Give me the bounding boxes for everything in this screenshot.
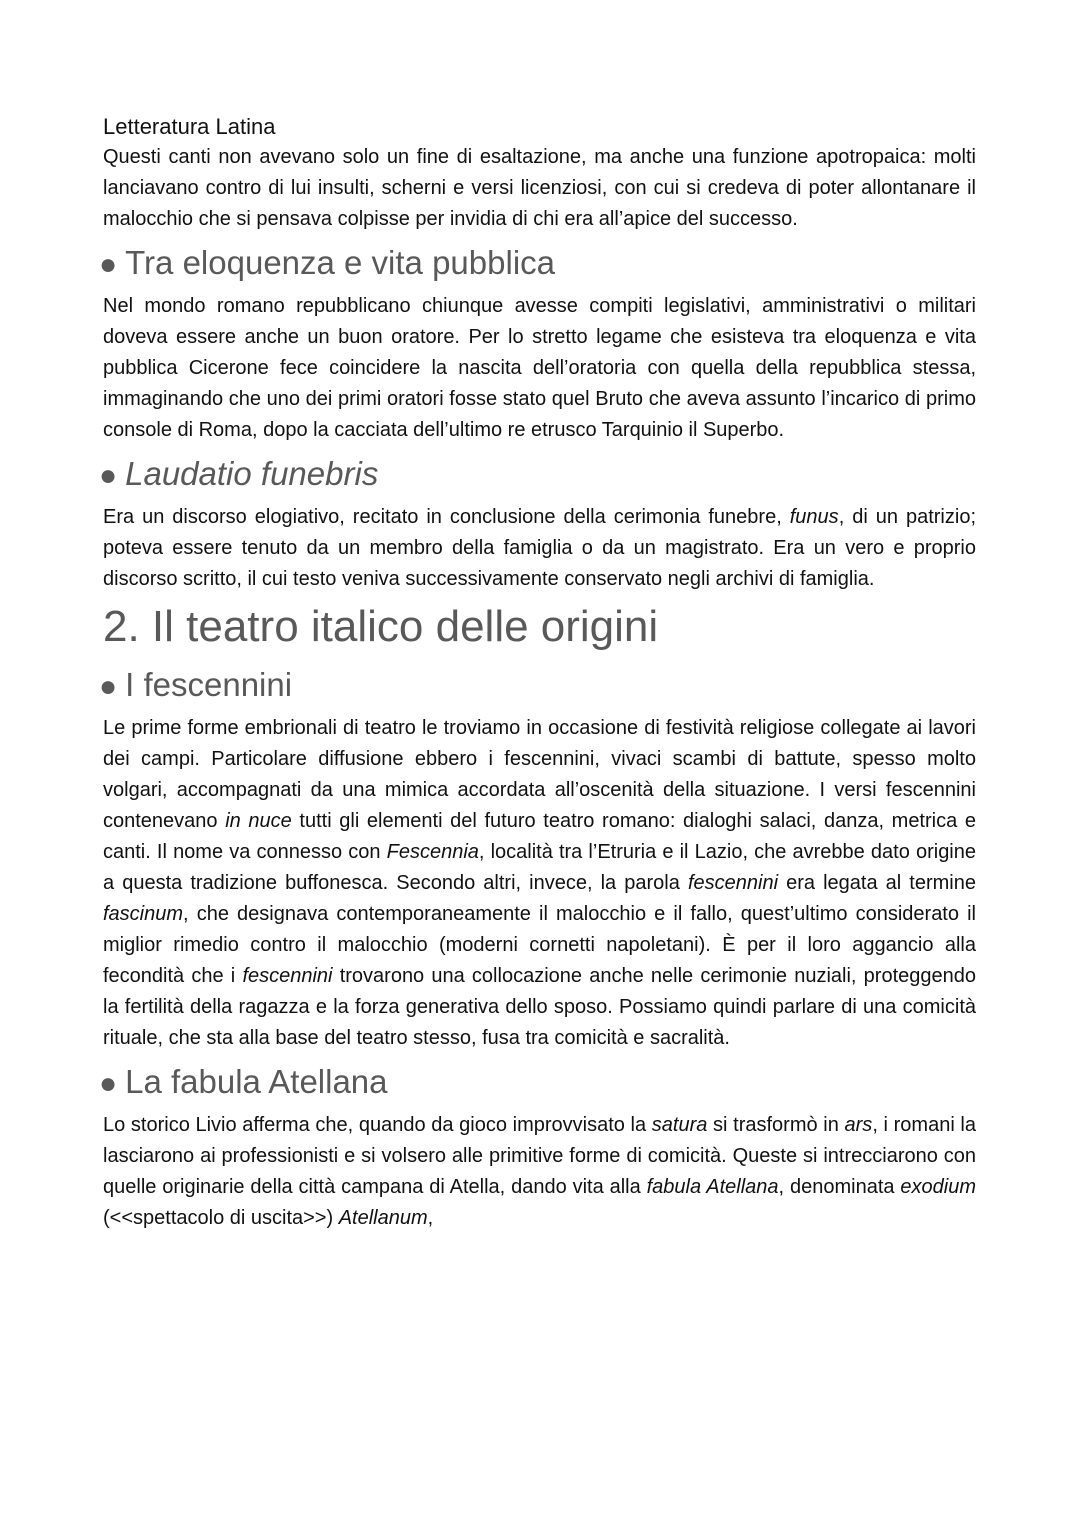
italic-term: fabula Atellana bbox=[646, 1176, 779, 1198]
paragraph-fescennini bbox=[103, 713, 976, 1054]
running-header: Letteratura Latina bbox=[103, 114, 276, 139]
bullet-icon: ● bbox=[99, 459, 118, 492]
text-run: , che designava contemporaneamente il malocchio e il fallo, quest’ultimo considerato il miglior rimedio contro il malocchio (moderni cornetti napoletani). È per il loro aggancio alla fecondità che i bbox=[103, 903, 976, 987]
italic-term: Fescennia bbox=[386, 841, 479, 863]
italic-term: funus bbox=[789, 506, 839, 528]
section-title: I fescennini bbox=[125, 666, 293, 703]
text-run: , bbox=[427, 1207, 434, 1229]
section-title: Laudatio funebris bbox=[125, 455, 379, 492]
bullet-icon: ● bbox=[99, 670, 118, 703]
section-title: La fabula Atellana bbox=[125, 1063, 388, 1100]
paragraph-atellana bbox=[103, 1110, 976, 1234]
document-page bbox=[99, 111, 977, 1234]
text-run: (<<spettacolo di uscita>>) bbox=[103, 1207, 339, 1229]
bullet-icon: ● bbox=[99, 248, 118, 281]
text-run: Era un discorso elogiativo, recitato in conclusione della cerimonia funebre, bbox=[103, 506, 790, 528]
text-run: Le prime forme embrionali di teatro le troviamo in occasione di festività religiose collegate ai lavori dei campi. Particolare diffusione ebbero i fescennini, vivaci scambi di battute, spesso molto volgari, accompagnati da una mimica accordata all’oscenità della situazione. I versi fescennini contenevano bbox=[103, 717, 976, 832]
text-run: , località tra l’Etruria e il Lazio, che avrebbe dato origine a questa tradizione buffonesca. Secondo altri, invece, la parola bbox=[103, 841, 976, 894]
paragraph-apotropaic-songs: Questi canti non avevano solo un fine di esaltazione, ma anche una funzione apotropaica: molti lanciavano contro di lui insulti, scherni e versi licenziosi, con cui si credeva di poter allontanare il malocchio che si pensava colpisse per invidia di chi era all’apice del successo. bbox=[103, 146, 976, 230]
text-run: trovarono una collocazione anche nelle cerimonie nuziali, proteggendo la fertilità della ragazza e la forza generativa dello sposo. Possiamo quindi parlare di una comicità rituale, che sta alla base del teatro stesso, fusa tra comicità e sacralità. bbox=[103, 965, 976, 1049]
bullet-icon: ● bbox=[99, 1067, 118, 1100]
text-run: si trasformò in bbox=[707, 1114, 845, 1136]
section-title: Tra eloquenza e vita pubblica bbox=[125, 244, 556, 281]
italic-term: satura bbox=[651, 1114, 708, 1136]
section-heading-atellana bbox=[99, 1060, 976, 1106]
italic-term: ars bbox=[844, 1114, 873, 1136]
text-run: , i romani la lasciarono ai professionisti e si volsero alle primitive forme di comicità. Queste si intrecciarono con quelle originarie della città campana di Atella, dando vita alla bbox=[103, 1114, 977, 1198]
italic-term: Atellanum bbox=[338, 1207, 428, 1229]
paragraph-laudatio bbox=[103, 502, 976, 595]
text-run: Lo storico Livio afferma che, quando da gioco improvvisato la bbox=[103, 1114, 652, 1136]
section-heading-laudatio bbox=[99, 452, 976, 498]
paragraph-eloquenza: Nel mondo romano repubblicano chiunque avesse compiti legislativi, amministrativi o militari doveva essere anche un buon oratore. Per lo stretto legame che esisteva tra eloquenza e vita pubblica Cicerone fece coincidere la nascita dell’oratoria con quella della repubblica stessa, immaginando che uno dei primi oratori fosse stato quel Bruto che aveva assunto l’incarico di primo console di Roma, dopo la cacciata dell’ultimo re etrusco Tarquinio il Superbo. bbox=[103, 295, 976, 441]
italic-term: exodium bbox=[900, 1176, 977, 1198]
section-heading-fescennini bbox=[99, 663, 976, 709]
italic-term: fascinum bbox=[103, 903, 184, 925]
section-heading-eloquenza bbox=[99, 241, 976, 287]
chapter-heading: 2. Il teatro italico delle origini bbox=[103, 602, 659, 651]
italic-term: in nuce bbox=[225, 810, 292, 832]
text-run: tutti gli elementi del futuro teatro romano: dialoghi salaci, danza, metrica e canti. Il nome va connesso con bbox=[103, 810, 976, 863]
italic-term: fescennini bbox=[242, 965, 333, 987]
text-run: , denominata bbox=[778, 1176, 901, 1198]
text-run: , di un patrizio; poteva essere tenuto da un membro della famiglia o da un magistrato. Era un vero e proprio discorso scritto, il cui testo veniva successivamente conservato negli archivi di famiglia. bbox=[103, 506, 976, 590]
italic-term: fescennini bbox=[687, 872, 779, 894]
text-run: era legata al termine bbox=[778, 872, 976, 894]
